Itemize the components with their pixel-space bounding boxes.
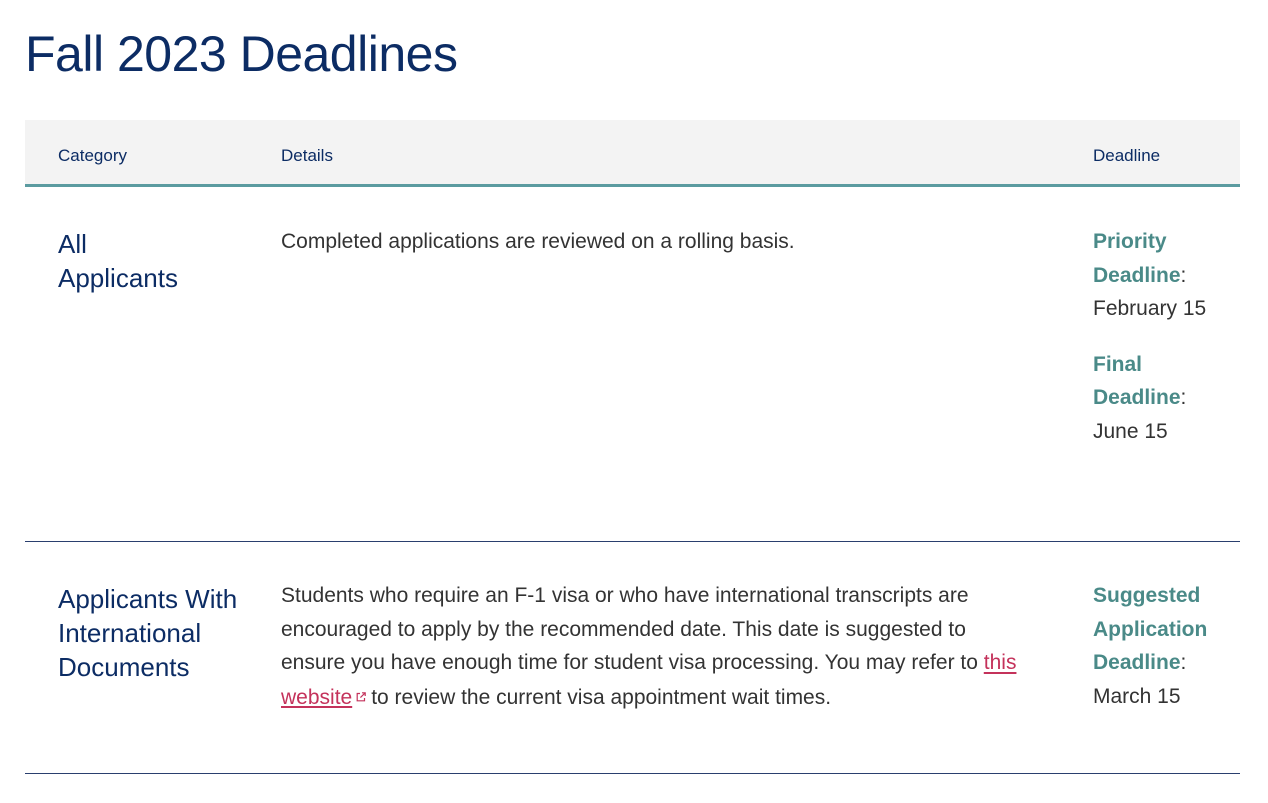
deadlines-table [25, 120, 1240, 774]
table-row [25, 542, 1240, 774]
header-category: Category [58, 146, 127, 165]
details-text: Students who require an F-1 visa or who have international transcripts are encouraged to apply by the recommended date. This date is suggested to ensure you have enough time for student visa processing. You may refer to [281, 584, 978, 674]
page-title: Fall 2023 Deadlines [25, 26, 458, 82]
row-details: Completed applications are reviewed on a rolling basis. [281, 230, 795, 253]
deadline-value: March 15 [1093, 684, 1181, 708]
header-details: Details [281, 146, 333, 165]
external-link-icon [355, 680, 367, 714]
row-category: All Applicants [58, 229, 178, 293]
deadline-value: June 15 [1093, 419, 1168, 443]
table-header [25, 120, 1240, 187]
deadline-item: Suggested Application Deadline: March 15 [1093, 584, 1208, 708]
details-text-end: to review the current visa appointment wait times. [371, 685, 832, 709]
deadline-value: February 15 [1093, 297, 1207, 320]
row-details [281, 579, 1021, 716]
table-row [25, 187, 1240, 542]
deadline-label: Priority Deadline [1093, 230, 1181, 287]
visa-wait-times-link[interactable]: this website [281, 651, 1017, 709]
deadline-label: Suggested Application Deadline [1093, 584, 1208, 674]
deadline-item: Priority Deadline: February 15 [1093, 230, 1207, 320]
row-deadlines [1093, 579, 1233, 735]
row-deadlines [1093, 225, 1233, 470]
deadline-item: Final Deadline: June 15 [1093, 352, 1187, 443]
row-category: Applicants With International Documents [58, 584, 238, 682]
deadline-label: Final Deadline [1093, 352, 1181, 409]
header-deadline: Deadline [1093, 146, 1161, 165]
